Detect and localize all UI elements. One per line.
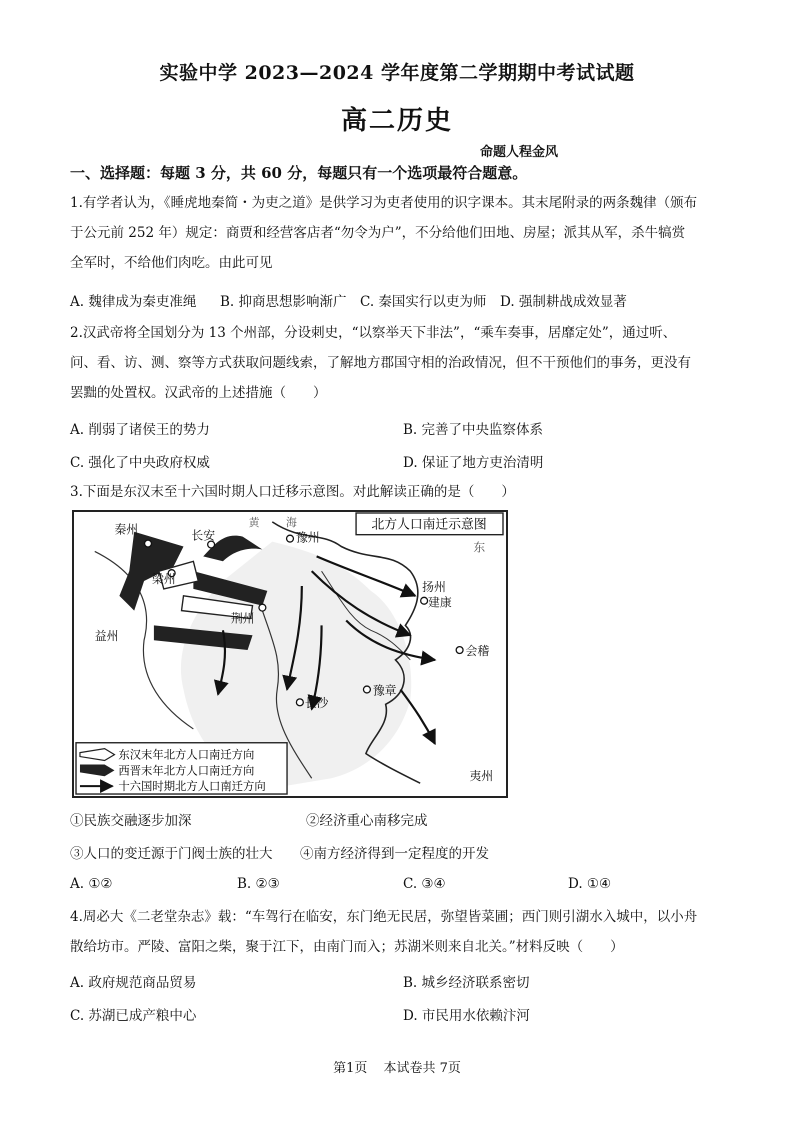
extra-label: 东 (473, 540, 486, 555)
q3-option-c: C. ③④ (403, 876, 446, 892)
q2-option-a: A. 削弱了诸侯王的势力 (70, 422, 210, 438)
q3-statement-1: ①民族交融逐步加深 (70, 813, 192, 829)
question-4-line: 4.周必大《二老堂杂志》载：“车驾行在临安，东门绝无民居，弥望皆菜圃；西门则引湖水入城中，以小舟 (70, 909, 698, 925)
place-label: 益州 (94, 629, 119, 644)
question-1-options (70, 290, 730, 316)
place-label: 建康 (428, 595, 452, 610)
q2-option-b: B. 完善了中央监察体系 (403, 422, 544, 438)
question-3-line: 3.下面是东汉末至十六国时期人口迁移示意图。对此解读正确的是（ ） (70, 484, 515, 500)
q1-option-d: D. 强制耕战成效显著 (500, 294, 627, 310)
population-migration-map (72, 510, 508, 798)
section-heading: 一、选择题：每题 3 分，共 60 分，每题只有一个选项最符合题意。 (70, 164, 528, 182)
place-label: 豫州 (295, 530, 320, 545)
question-4-options-row1 (70, 971, 730, 997)
question-3-statements-row1 (70, 809, 730, 835)
place-label: 豫章 (372, 683, 397, 698)
q3-statement-4: ④南方经济得到一定程度的开发 (300, 846, 489, 862)
place-label: 夷州 (469, 769, 494, 784)
place-label: 长安 (191, 528, 216, 543)
place-label: 扬州 (422, 579, 446, 594)
question-2-options-row2 (70, 451, 730, 477)
question-2-line: 问、看、访、测、察等方式获取问题线索，了解地方郡国守相的治政情况，但不干预他们的事务，更没有 (70, 355, 691, 371)
page-number: 第1页 (333, 1061, 368, 1076)
q1-option-a: A. 魏律成为秦吏准绳 (70, 294, 197, 310)
question-4-options-row2 (70, 1004, 730, 1030)
q4-option-b: B. 城乡经济联系密切 (403, 975, 530, 991)
q3-option-d: D. ①④ (568, 876, 612, 892)
extra-label: 海 (286, 515, 297, 529)
page-total: 本试卷共 7页 (383, 1061, 461, 1076)
extra-label: 黄 (248, 515, 260, 529)
question-1-line: 于公元前 252 年）规定：商贾和经营客店者“勿令为户”，不分给他们田地、房屋；派其从军，杀牛犒赏 (70, 225, 686, 241)
subject-title: 高二历史 (340, 106, 453, 136)
place-label: 荆州 (230, 611, 255, 626)
question-3-options (70, 876, 730, 902)
exam-title: 实验中学 2023—2024 学年度第二学期期中考试试题 (159, 62, 635, 84)
q4-option-a: A. 政府规范商品贸易 (70, 975, 197, 991)
q1-option-b: B. 抑商思想影响渐广 (220, 294, 347, 310)
q4-option-c: C. 苏湖已成产粮中心 (70, 1008, 197, 1024)
question-3-statements-row2 (70, 842, 730, 868)
place-label: 长沙 (304, 696, 329, 711)
place-label: 梁州 (151, 572, 176, 586)
q2-option-c: C. 强化了中央政府权威 (70, 455, 210, 471)
question-2-line: 2.汉武帝将全国划分为 13 个州部，分设刺史，“以察举天下非法”，“乘车奏事，居靡定处”，通过听、 (70, 325, 677, 341)
legend-east-han: 东汉末年北方人口南迁方向 (118, 747, 255, 762)
sixteen-kingdoms-arrow (400, 690, 435, 744)
q4-option-d: D. 市民用水依赖汴河 (403, 1008, 530, 1024)
q2-option-d: D. 保证了地方吏治清明 (403, 455, 544, 471)
legend-west-jin: 西晋末年北方人口南迁方向 (118, 763, 255, 778)
question-4-stem (70, 902, 730, 962)
question-1-line: 全军时，不给他们肉吃。由此可见 (70, 255, 273, 271)
map-title: 北方人口南迁示意图 (371, 517, 487, 533)
map-svg (74, 512, 506, 796)
question-1-stem (70, 188, 730, 278)
page-footer (0, 1057, 794, 1076)
place-label: 会稽 (465, 643, 490, 658)
author-line: 命题人程金风 (480, 145, 559, 160)
question-2-stem (70, 318, 730, 408)
question-4-line: 散给坊市。严陵、富阳之柴，聚于江下，由南门而入；苏湖米则来自北关。”材料反映（ ） (70, 939, 624, 955)
q3-option-b: B. ②③ (237, 876, 280, 892)
question-1-line: 1.有学者认为，《睡虎地秦简・为吏之道》是供学习为吏者使用的识字课本。其末尾附录的两条魏律（颁布 (70, 195, 698, 211)
question-2-options-row1 (70, 418, 730, 444)
q3-statement-2: ②经济重心南移完成 (306, 813, 428, 829)
q1-option-c: C. 秦国实行以吏为师 (360, 294, 487, 310)
question-3-stem (70, 477, 730, 507)
legend-sixteen-kingdoms: 十六国时期北方人口南迁方向 (118, 779, 266, 794)
q3-statement-3: ③人口的变迁源于门阀士族的壮大 (70, 846, 273, 862)
q3-option-a: A. ①② (70, 876, 113, 892)
question-2-line: 罢黜的处置权。汉武帝的上述措施（ ） (70, 385, 327, 401)
place-label: 秦州 (114, 522, 139, 537)
